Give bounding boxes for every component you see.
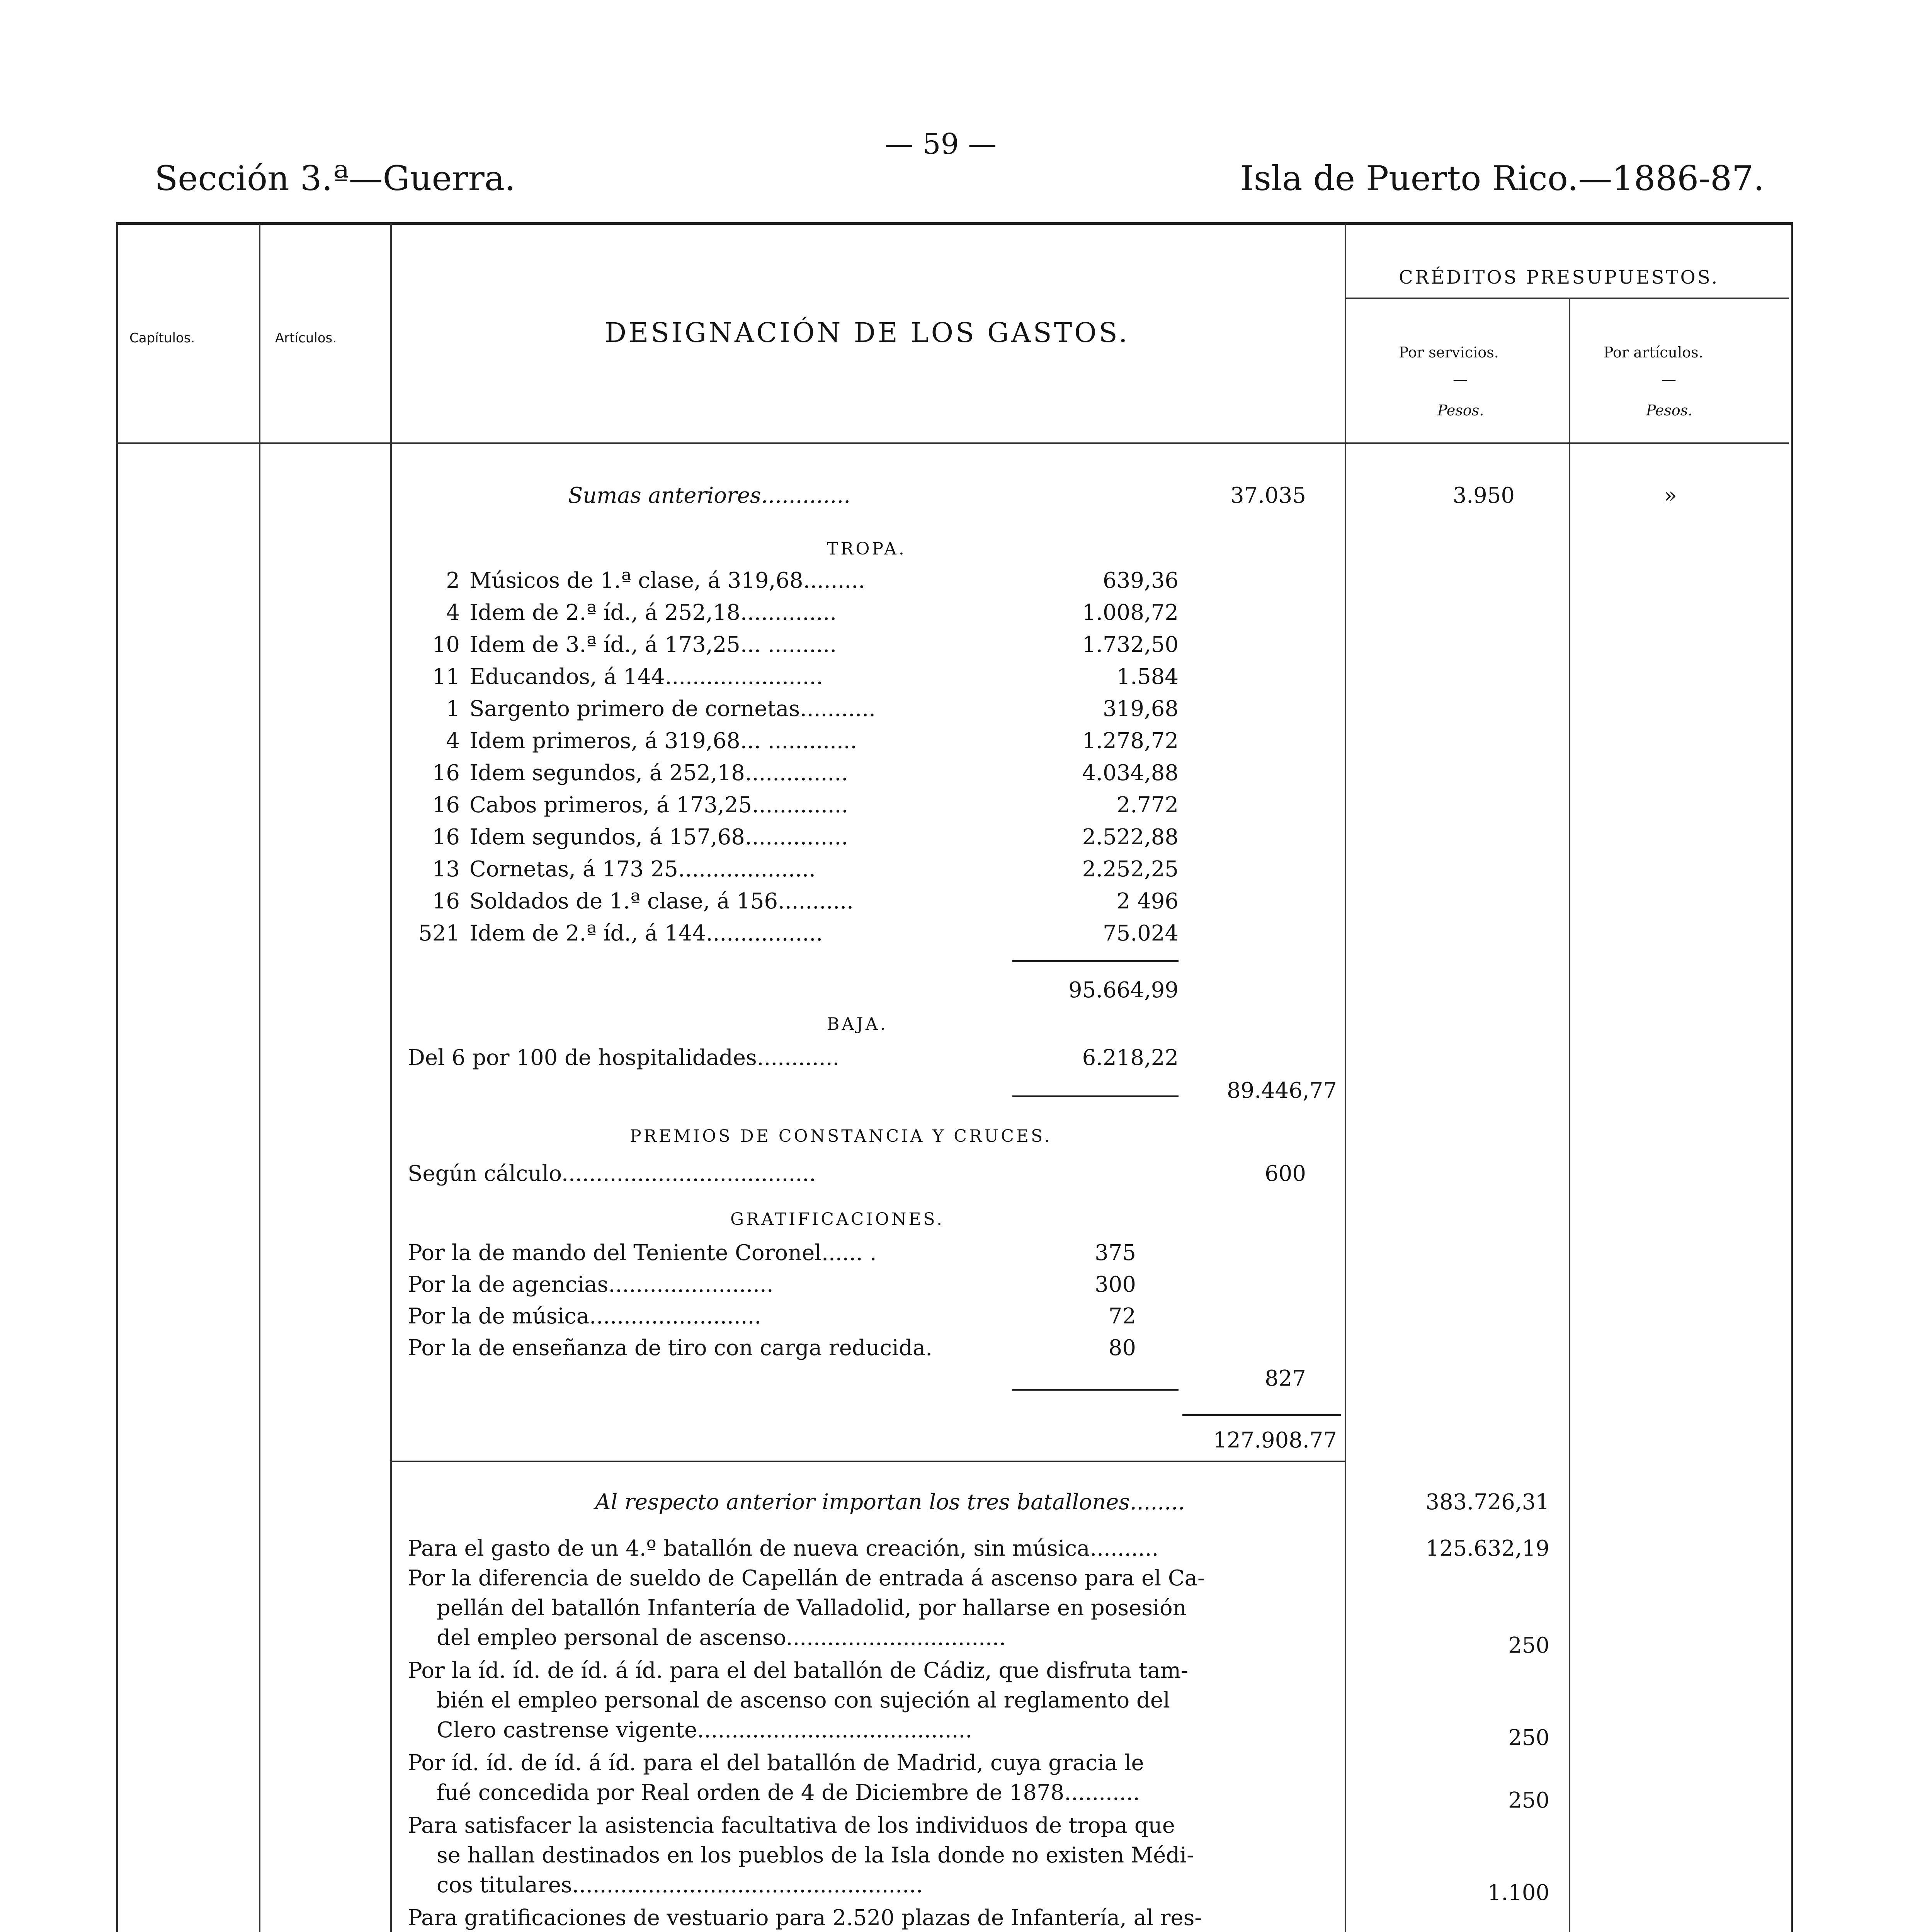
header-rule xyxy=(116,442,1789,444)
col-header-pesos-articulos: Pesos. xyxy=(1646,402,1693,419)
tropa-row-text: Idem de 3.ª íd., á 173,25... .......... xyxy=(469,632,837,657)
gratificacion-row-value: 375 xyxy=(1095,1240,1136,1265)
tropa-row-value: 1.008,72 xyxy=(1082,600,1179,625)
tropa-title: TROPA. xyxy=(827,539,906,559)
item-value: 250 xyxy=(1508,1788,1549,1813)
tropa-row-value: 1.584 xyxy=(1116,664,1179,689)
gratificacion-row-value: 80 xyxy=(1108,1335,1136,1361)
baja-net: 89.446,77 xyxy=(1226,1078,1337,1103)
item-line: Por íd. íd. de íd. á íd. para el del batallón de Madrid, cuya gracia le xyxy=(408,1750,1144,1776)
tropa-row-value: 2.772 xyxy=(1116,793,1179,818)
tropa-row-quantity: 2 xyxy=(446,568,460,593)
tropa-row-value: 319,68 xyxy=(1103,696,1179,721)
tropa-row-text: Idem primeros, á 319,68... ............. xyxy=(469,728,857,753)
tropa-row-quantity: 16 xyxy=(432,760,460,786)
tropa-row-value: 2.252,25 xyxy=(1082,857,1179,882)
item-line: Clero castrense vigente........................................ xyxy=(437,1718,973,1743)
tropa-row-quantity: 16 xyxy=(432,889,460,914)
baja-text: Del 6 por 100 de hospitalidades............ xyxy=(408,1045,840,1070)
item-line: fué concedida por Real orden de 4 de Diciembre de 1878........... xyxy=(437,1780,1140,1805)
al-respecto-value: 383.726,31 xyxy=(1425,1490,1549,1515)
baja-value: 6.218,22 xyxy=(1082,1045,1179,1070)
tropa-row-value: 4.034,88 xyxy=(1082,760,1179,786)
gratificacion-row-value: 72 xyxy=(1108,1304,1136,1329)
tropa-row-text: Músicos de 1.ª clase, á 319,68......... xyxy=(469,568,865,593)
tropa-row-text: Educandos, á 144....................... xyxy=(469,664,823,689)
gratificaciones-rule xyxy=(1012,1389,1179,1391)
col-header-designacion: DESIGNACIÓN DE LOS GASTOS. xyxy=(605,317,1130,349)
tropa-row-quantity: 16 xyxy=(432,825,460,850)
item-line: Por la íd. íd. de íd. á íd. para el del batallón de Cádiz, que disfruta tam- xyxy=(408,1658,1188,1683)
tropa-row-quantity: 10 xyxy=(432,632,460,657)
tropa-total-rule xyxy=(1012,960,1179,962)
tropa-row-value: 1.732,50 xyxy=(1082,632,1179,657)
sumas-anteriores-servicios: 3.950 xyxy=(1452,483,1515,508)
tropa-row-value: 75.024 xyxy=(1103,921,1179,946)
baja-rule xyxy=(1012,1095,1179,1097)
col-header-por-articulos: Por artículos. xyxy=(1604,344,1703,361)
premios-title: PREMIOS DE CONSTANCIA Y CRUCES. xyxy=(630,1126,1052,1146)
item-line: Para el gasto de un 4.º batallón de nueva creación, sin música.......... xyxy=(408,1536,1159,1561)
item-line: bién el empleo personal de ascenso con sujeción al reglamento del xyxy=(437,1688,1170,1713)
tropa-row-value: 1.278,72 xyxy=(1082,728,1179,753)
item-value: 250 xyxy=(1508,1725,1549,1750)
col-divider-servicios xyxy=(1569,298,1570,1932)
premios-text: Según cálculo..................................... xyxy=(408,1161,816,1186)
item-line: del empleo personal de ascenso................................ xyxy=(437,1625,1006,1650)
gratificacion-row-value: 300 xyxy=(1095,1272,1136,1297)
item-line: Para gratificaciones de vestuario para 2.520 plazas de Infantería, al res- xyxy=(408,1905,1202,1930)
col-divider-articulos xyxy=(390,224,392,1932)
item-value: 125.632,19 xyxy=(1425,1536,1549,1561)
subtotal: 127.908.77 xyxy=(1213,1428,1337,1453)
premios-value: 600 xyxy=(1265,1161,1306,1186)
col-header-dash-servicios: — xyxy=(1453,371,1468,388)
col-divider-capitulos xyxy=(259,224,260,1932)
item-line: Para satisfacer la asistencia facultativa de los individuos de tropa que xyxy=(408,1813,1175,1838)
document-title: Isla de Puerto Rico.—1886-87. xyxy=(1240,158,1764,198)
col-header-dash-articulos: — xyxy=(1662,371,1676,388)
tropa-row-text: Idem de 2.ª íd., á 144................. xyxy=(469,921,823,946)
tropa-row-text: Cornetas, á 173 25.................... xyxy=(469,857,816,882)
tropa-row-text: Sargento primero de cornetas........... xyxy=(469,696,876,721)
sumas-anteriores-amount: 37.035 xyxy=(1230,483,1306,508)
gratificacion-row-text: Por la de enseñanza de tiro con carga reducida. xyxy=(408,1335,932,1361)
tropa-row-text: Idem segundos, á 157,68............... xyxy=(469,825,848,850)
col-header-por-servicios: Por servicios. xyxy=(1399,344,1499,361)
sumas-anteriores-label: Sumas anteriores............. xyxy=(568,483,851,508)
tropa-row-quantity: 4 xyxy=(446,600,460,625)
tropa-row-text: Idem de 2.ª íd., á 252,18.............. xyxy=(469,600,837,625)
baja-title: BAJA. xyxy=(827,1014,888,1034)
tropa-total: 95.664,99 xyxy=(1068,978,1179,1003)
item-line: Por la diferencia de sueldo de Capellán de entrada á ascenso para el Ca- xyxy=(408,1566,1205,1591)
col-header-capitulos: Capítulos. xyxy=(129,330,195,346)
col-divider-designacion xyxy=(1345,224,1346,1932)
tropa-row-quantity: 16 xyxy=(432,793,460,818)
gratificaciones-title: GRATIFICACIONES. xyxy=(730,1209,945,1229)
section-title: Sección 3.ª—Guerra. xyxy=(155,158,516,198)
col-header-creditos: CRÉDITOS PRESUPUESTOS. xyxy=(1399,267,1719,288)
item-value: 1.100 xyxy=(1487,1880,1549,1905)
sumas-anteriores-articulos: » xyxy=(1663,483,1677,508)
col-header-pesos-servicios: Pesos. xyxy=(1437,402,1484,419)
col-header-articulos: Artículos. xyxy=(275,330,337,346)
tropa-row-quantity: 11 xyxy=(432,664,460,689)
tropa-row-quantity: 4 xyxy=(446,728,460,753)
item-line: se hallan destinados en los pueblos de la Isla donde no existen Médi- xyxy=(437,1843,1194,1868)
tropa-row-value: 2 496 xyxy=(1116,889,1179,914)
tropa-row-text: Idem segundos, á 252,18............... xyxy=(469,760,848,786)
item-value: 250 xyxy=(1508,1633,1549,1658)
gratificacion-row-text: Por la de agencias........................ xyxy=(408,1272,774,1297)
gratificaciones-total: 827 xyxy=(1265,1366,1306,1391)
gratificacion-row-text: Por la de música......................... xyxy=(408,1304,762,1329)
tropa-row-text: Soldados de 1.ª clase, á 156........... xyxy=(469,889,854,914)
subtotal-rule xyxy=(1182,1414,1341,1416)
item-line: cos titulares................................................... xyxy=(437,1872,923,1898)
tropa-row-value: 639,36 xyxy=(1103,568,1179,593)
gratificacion-row-text: Por la de mando del Teniente Coronel...... . xyxy=(408,1240,877,1265)
page-number: — 59 — xyxy=(885,128,997,161)
tropa-row-value: 2.522,88 xyxy=(1082,825,1179,850)
item-line: pellán del batallón Infantería de Valladolid, por hallarse en posesión xyxy=(437,1595,1187,1621)
tropa-row-quantity: 1 xyxy=(446,696,460,721)
section-rule xyxy=(390,1461,1345,1462)
creditos-rule xyxy=(1345,298,1789,299)
al-respecto-text: Al respecto anterior importan los tres batallones........ xyxy=(595,1490,1185,1515)
tropa-row-text: Cabos primeros, á 173,25.............. xyxy=(469,793,849,818)
tropa-row-quantity: 13 xyxy=(432,857,460,882)
tropa-row-quantity: 521 xyxy=(418,921,460,946)
